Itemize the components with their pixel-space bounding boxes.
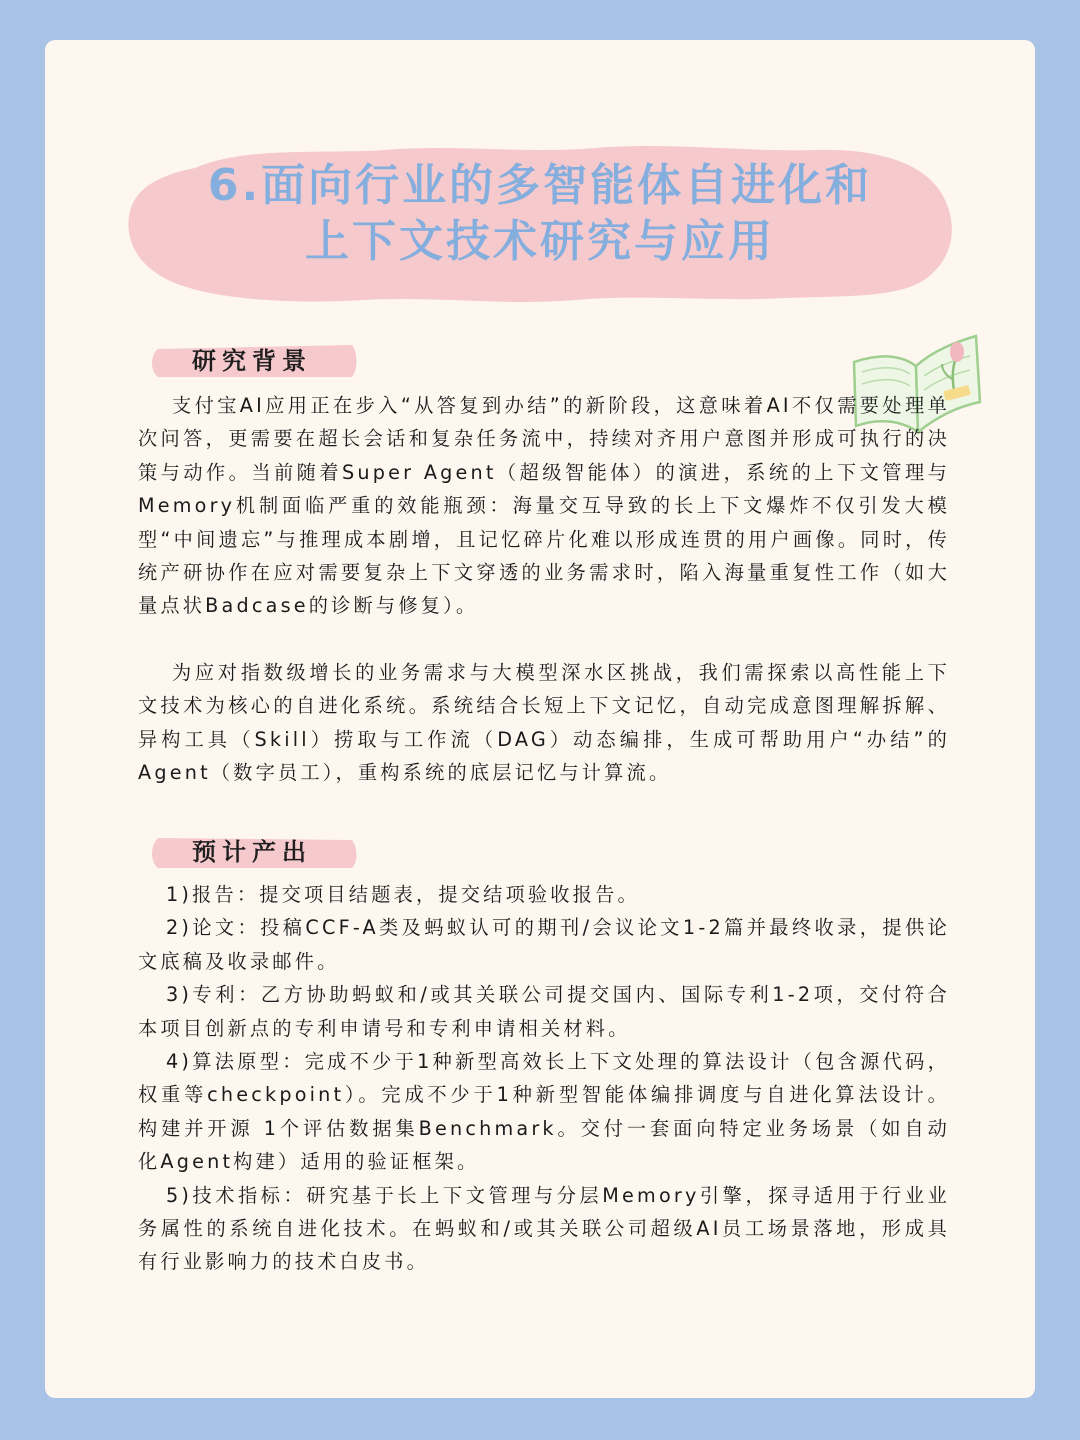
background-paragraph-2: 为应对指数级增长的业务需求与大模型深水区挑战，我们需探索以高性能上下文技术为核心的自进化系统。系统结合长短上下文记忆，自动完成意图理解拆解、异构工具（Skill）捞取与工作流（DAG）动态编排，生成可帮助用户“办结”的Agent（数字员工），重构系统的底层记忆与计算流。 [138, 661, 950, 785]
page-title [125, 158, 955, 270]
background-paragraph-1: 支付宝AI应用正在步入“从答复到办结”的新阶段，这意味着AI不仅需要处理单次问答，更需要在超长会话和复杂任务流中，持续对齐用户意图并形成可执行的决策与动作。当前随着Super Agent（超级智能体）的演进，系统的上下文管理与Memory机制面临严重的效能瓶颈：海量交互导致的长上下文爆炸不仅引发大模型“中间遗忘”与推理成本剧增，且记忆碎片化难以形成连贯的用户画像。同时，传统产研协作在应对需要复杂上下文穿透的业务需求时，陷入海量重复性工作（如大量点状Badcase的诊断与修复）。 [138, 394, 950, 618]
title-line-2: 上下文技术研究与应用 [305, 216, 775, 267]
section-heading-text: 预计产出 [192, 838, 312, 866]
outputs-list [138, 878, 950, 1279]
section-heading-background [148, 343, 360, 379]
section-heading-text: 研究背景 [192, 347, 312, 375]
title-line-1: 6.面向行业的多智能体自进化和 [207, 160, 873, 211]
list-item: 5)技术指标：研究基于长上下文管理与分层Memory引擎，探寻适用于行业业务属性的系统自进化技术。在蚂蚁和/或其关联公司超级AI员工场景落地，形成具有行业影响力的技术白皮书。 [138, 1183, 950, 1274]
list-item: 3)专利：乙方协助蚂蚁和/或其关联公司提交国内、国际专利1-2项，交付符合本项目创新点的专利申请号和专利申请相关材料。 [138, 983, 950, 1040]
list-item: 2)论文：投稿CCF-A类及蚂蚁认可的期刊/会议论文1-2篇并最终收录，提供论文底稿及收录邮件。 [138, 916, 950, 973]
section-heading-outputs [148, 834, 360, 870]
list-item: 1)报告：提交项目结题表，提交结项验收报告。 [166, 883, 640, 906]
list-item: 4)算法原型：完成不少于1种新型高效长上下文处理的算法设计（包含源代码，权重等checkpoint）。完成不少于1种新型智能体编排调度与自进化算法设计。构建并开源 1个评估数据集Benchmark。交付一套面向特定业务场景（如自动化Agent构建）适用的验证框架。 [138, 1050, 950, 1174]
title-banner [125, 140, 955, 305]
